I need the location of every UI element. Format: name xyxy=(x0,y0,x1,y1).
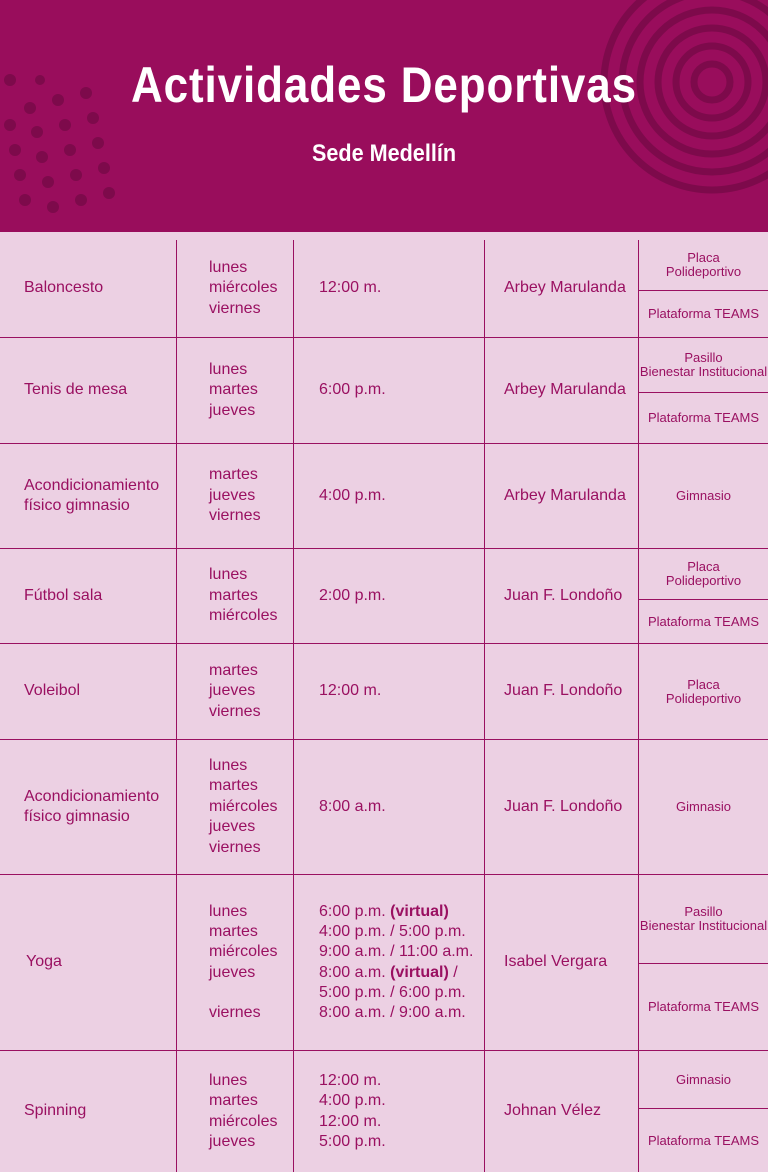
location-label: Placa Polideportivo xyxy=(665,676,742,706)
activity-name: Acondicionamiento físico gimnasio xyxy=(24,787,160,825)
location-label: Gimnasio xyxy=(676,1071,731,1087)
location-label: Gimnasio xyxy=(676,799,731,814)
time-line xyxy=(319,942,473,962)
activity-locations xyxy=(639,740,768,874)
activity-time xyxy=(319,875,484,1050)
activity-days: lunes martes miércoles jueves viernes xyxy=(209,902,278,1022)
activity-instructor: Arbey Marulanda xyxy=(504,486,626,504)
virtual-tag: (virtual) xyxy=(390,963,449,981)
time-text: 6:00 p.m. xyxy=(319,902,391,920)
table-row xyxy=(0,240,768,337)
activity-name: Acondicionamiento físico gimnasio xyxy=(24,476,160,514)
activity-name: Fútbol sala xyxy=(24,586,103,604)
location-label: Plataforma TEAMS xyxy=(647,306,760,321)
decorative-circles xyxy=(0,0,768,232)
activity-locations xyxy=(639,240,768,337)
location-label: Placa Polideportivo xyxy=(665,250,742,279)
activity-name: Voleibol xyxy=(24,682,81,700)
table-row xyxy=(0,338,768,443)
time-line xyxy=(319,983,473,1003)
location-label: Pasillo Bienestar Institucional xyxy=(639,904,768,933)
activity-instructor: Juan F. Londoño xyxy=(504,797,623,815)
activity-name: Tenis de mesa xyxy=(24,381,128,399)
time-text: 4:00 p.m. / 5:00 p.m. xyxy=(319,922,466,940)
activity-instructor: Isabel Vergara xyxy=(504,953,608,971)
activity-locations xyxy=(639,875,768,1050)
activity-instructor: Arbey Marulanda xyxy=(504,279,626,297)
time-text: 9:00 a.m. / 11:00 a.m. xyxy=(319,943,474,961)
activity-locations xyxy=(639,644,768,739)
schedule-table xyxy=(0,232,768,1172)
page-subtitle: Sede Medellín xyxy=(311,140,457,167)
activity-days: martes jueves viernes xyxy=(209,661,261,720)
table-row xyxy=(0,444,768,548)
activity-days: lunes martes miércoles jueves xyxy=(209,1071,278,1150)
time-text: 5:00 p.m. / 6:00 p.m. xyxy=(319,983,466,1001)
activity-time: 4:00 p.m. xyxy=(319,486,386,504)
time-text: 8:00 a.m. xyxy=(319,963,391,981)
activity-time: 12:00 m. xyxy=(319,279,382,297)
table-row xyxy=(0,875,768,1050)
activity-locations xyxy=(639,549,768,643)
table-row xyxy=(0,740,768,874)
activity-locations xyxy=(639,1051,768,1172)
activity-locations xyxy=(639,444,768,548)
yoga-time-list xyxy=(319,902,473,1024)
table-row xyxy=(0,1051,768,1172)
activity-locations xyxy=(639,338,768,443)
activity-instructor: Arbey Marulanda xyxy=(504,381,626,399)
activity-instructor: Juan F. Londoño xyxy=(504,682,623,700)
time-line xyxy=(319,902,473,922)
activity-time: 8:00 a.m. xyxy=(319,797,386,815)
activity-time: 12:00 m. xyxy=(319,682,382,700)
location-label: Plataforma TEAMS xyxy=(647,410,760,425)
location-label: Gimnasio xyxy=(676,488,731,503)
virtual-tag: (virtual) xyxy=(390,902,449,920)
activity-days: lunes miércoles viernes xyxy=(209,258,278,317)
time-text: 8:00 a.m. / 9:00 a.m. xyxy=(319,1004,466,1022)
activity-instructor: Johnan Vélez xyxy=(504,1102,601,1120)
time-line xyxy=(319,1003,473,1023)
activity-days: lunes martes miércoles jueves viernes xyxy=(209,756,278,856)
activity-days: lunes martes jueves xyxy=(209,360,258,419)
time-line xyxy=(319,963,473,983)
activity-days: lunes martes miércoles xyxy=(209,566,278,625)
header-banner xyxy=(0,0,768,232)
activity-time: 12:00 m. 4:00 p.m. 12:00 m. 5:00 p.m. xyxy=(319,1071,386,1150)
location-label: Pasillo Bienestar Institucional xyxy=(639,350,768,379)
activity-time: 6:00 p.m. xyxy=(319,381,386,399)
time-line xyxy=(319,922,473,942)
activity-name: Yoga xyxy=(26,953,62,971)
location-label: Plataforma TEAMS xyxy=(647,613,760,629)
table-row xyxy=(0,549,768,643)
location-label: Placa Polideportivo xyxy=(665,559,742,588)
page-title: Actividades Deportivas xyxy=(131,57,637,113)
table-row xyxy=(0,644,768,739)
time-text: / xyxy=(448,963,458,981)
activity-days: martes jueves viernes xyxy=(209,466,261,525)
activity-name: Spinning xyxy=(24,1102,87,1120)
activity-time: 2:00 p.m. xyxy=(319,586,386,604)
location-label: Plataforma TEAMS xyxy=(647,999,760,1014)
activity-instructor: Juan F. Londoño xyxy=(504,586,623,604)
location-label: Plataforma TEAMS xyxy=(647,1132,760,1148)
activity-name: Baloncesto xyxy=(24,279,104,297)
